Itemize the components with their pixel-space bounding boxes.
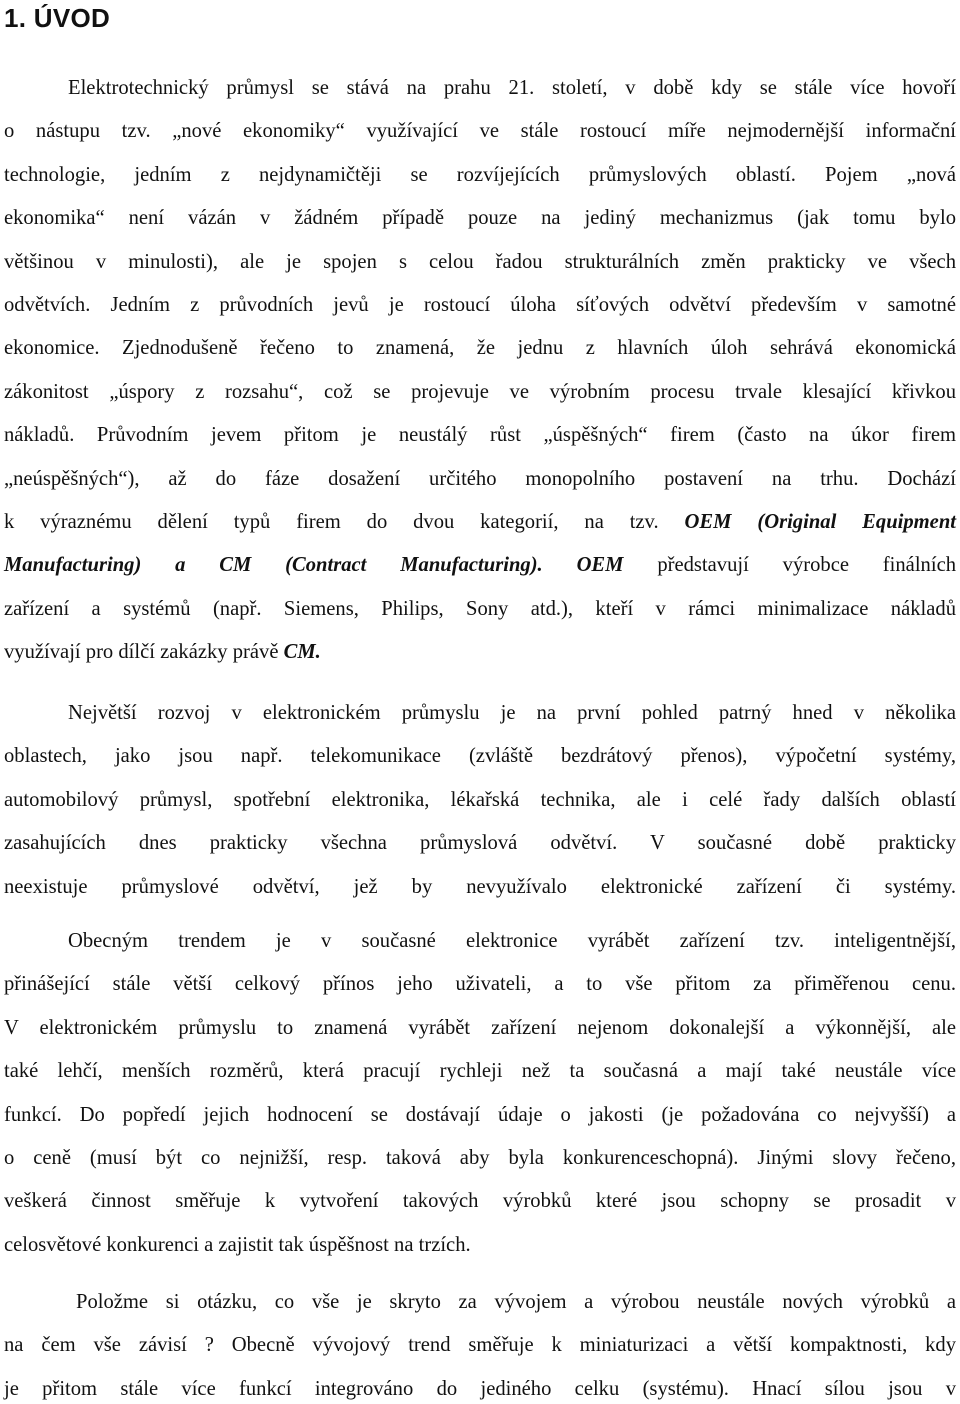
text-line [4,110,956,153]
text-run: představují výrobce finálních [623,554,957,577]
text-run: na čem vše závisí ? Obecně vývojový trend směřuje k miniaturizaci a větší kompaktnosti, kdy [4,1334,956,1357]
text-line [4,1368,956,1404]
text-run: zařízení a systémů (např. Siemens, Philips, Sony atd.), kteří v rámci minimalizace nákladů [4,597,956,620]
text-run: nákladů. Průvodním jevem přitom je neustálý růst „úspěšných“ firem (často na úkor firem [4,424,956,447]
text-run: využívají pro dílčí zakázky právě [4,641,284,664]
text-line [4,1050,956,1093]
text-run: Elektrotechnický průmysl se stává na prahu 21. století, v době kdy se stále více hovoří [68,77,956,99]
text-line [4,588,956,631]
text-run: k výraznému dělení typů firem do dvou kategorií, na tzv. [4,510,685,533]
text-line [4,779,956,822]
text-line [4,1137,956,1180]
text-run: automobilový průmysl, spotřební elektronika, lékařská technika, ale i celé řady dalších oblastí [4,788,956,811]
text-run: V elektronickém průmyslu to znamená vyrábět zařízení nejenom dokonalejší a výkonnější, ale [4,1016,956,1039]
section-heading: 1. ÚVOD [4,3,111,33]
text-run: veškerá činnost směřuje k vytvoření takových výrobků které jsou schopny se prosadit v [4,1190,956,1213]
text-line [4,920,956,963]
text-run: také lehčí, menších rozměrů, která pracují rychleji než ta současná a mají také neustále více [4,1060,956,1083]
emphasis-text: OEM [576,554,624,577]
text-line [4,1224,956,1267]
text-run: přinášející stále větší celkový přínos jeho uživateli, a to vše přitom za přiměřenou cenu. [4,973,956,996]
paragraph-general-trend [4,920,956,1267]
text-line [4,67,956,110]
paragraph-electronics-growth [4,692,956,909]
text-run: „neúspěšných“), až do fáze dosažení určitého monopolního postavení na trhu. Dochází [4,467,956,490]
text-run: oblastech, jako jsou např. telekomunikace (zvláště bezdrátový přenos), výpočetní systémy, [4,745,956,768]
text-line [4,154,956,197]
text-line [4,963,956,1006]
text-run: odvětvích. Jedním z průvodních jevů je rostoucí úloha síťových odvětví především v samotné [4,293,956,316]
text-line [4,866,956,909]
emphasis-text: Manufacturing) a CM (Contract Manufacturing). [4,554,543,577]
text-run: většinou v minulosti), ale je spojen s celou řadou strukturálních změn prakticky ve všech [4,250,956,273]
text-line [4,1180,956,1223]
text-line [4,371,956,414]
text-line [4,544,956,587]
text-run: celosvětové konkurenci a zajistit tak úspěšnost na trzích. [4,1233,471,1256]
paragraph-intro [4,67,956,674]
text-line [4,735,956,778]
text-line [4,822,956,865]
text-line [4,1094,956,1137]
text-run: o nástupu tzv. „nové ekonomiky“ využívající ve stále rostoucí míře nejmodernější informační [4,120,956,143]
paragraph-question [4,1281,956,1404]
text-run: Největší rozvoj v elektronickém průmyslu je na první pohled patrný hned v několika [68,702,956,724]
text-run: technologie, jedním z nejdynamičtěji se rozvíjejících průmyslových oblastí. Pojem „nová [4,163,956,186]
text-run: zákonitost „úspory z rozsahu“, což se projevuje ve výrobním procesu trvale klesající křivkou [4,380,956,403]
text-line [4,284,956,327]
text-line [4,501,956,544]
text-line [4,414,956,457]
text-line [4,241,956,284]
text-line [4,197,956,240]
text-run [543,554,577,576]
text-line [4,631,956,674]
emphasis-text: CM. [283,641,321,664]
text-run: ekonomika“ není vázán v žádném případě pouze na jediný mechanizmus (jak tomu bylo [4,207,956,230]
text-line [4,327,956,370]
text-run: zasahujících dnes prakticky všechna průmyslová odvětví. V současné době prakticky [4,832,956,855]
text-run: Položme si otázku, co vše je skryto za vývojem a výrobou neustále nových výrobků a [76,1291,956,1313]
text-line [4,692,956,735]
text-run: neexistuje průmyslové odvětví, jež by nevyužívalo elektronické zařízení či systémy. [4,875,956,898]
emphasis-text: OEM (Original Equipment [684,510,957,533]
text-run: ekonomice. Zjednodušeně řečeno to znamená, že jednu z hlavních úloh sehrává ekonomická [4,337,956,360]
text-line [4,1281,956,1324]
text-run: je přitom stále více funkcí integrováno do jediného celku (systému). Hnací sílou jsou v [4,1377,956,1400]
text-run: funkcí. Do popředí jejich hodnocení se dostávají údaje o jakosti (je požadována co nejvyšší) a [4,1103,956,1126]
text-run: Obecným trendem je v současné elektronice vyrábět zařízení tzv. inteligentnější, [68,930,956,952]
text-line [4,458,956,501]
text-line [4,1324,956,1367]
text-line [4,1007,956,1050]
text-run: o ceně (musí být co nejnižší, resp. taková aby byla konkurenceschopná). Jinými slovy řečeno, [4,1146,956,1169]
